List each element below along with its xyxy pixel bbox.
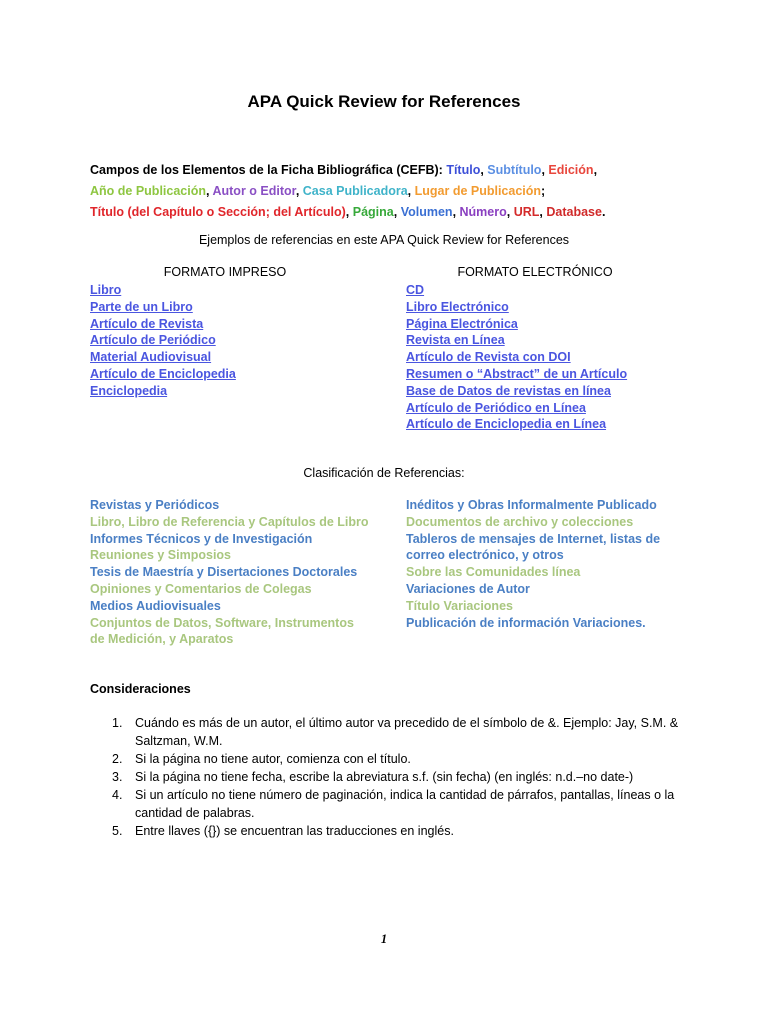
classification-item: Opiniones y Comentarios de Colegas — [90, 581, 312, 596]
consideration-item — [112, 714, 682, 750]
consideration-item — [112, 822, 682, 840]
consideration-number: 3. — [112, 770, 123, 784]
consideration-text: Cuándo es más de un autor, el último autor va precedido de el símbolo de &. Ejemplo: Jay, S.M. & Saltzman, W.M. — [135, 716, 679, 748]
classification-item: Sobre las Comunidades línea — [406, 565, 581, 580]
classification-item: Libro, Libro de Referencia y Capítulos de Libro — [90, 514, 369, 529]
cefb-intro: Campos de los Elementos de la Ficha Bibliográfica (CEFB): — [90, 163, 447, 177]
classification-right-list — [406, 497, 660, 631]
classification-item: Reuniones y Simposios — [90, 548, 232, 563]
classification-item: correo electrónico, y otros — [406, 548, 564, 563]
cefb-paragraph — [90, 160, 700, 223]
cefb-separator: , — [593, 163, 601, 177]
classification-item: Publicación de información Variaciones. — [406, 615, 646, 630]
cefb-field: Página — [352, 205, 394, 219]
reference-link[interactable]: Artículo de Periódico en Línea — [406, 400, 586, 415]
reference-link[interactable]: Enciclopedia — [90, 383, 168, 398]
cefb-field: Año de Publicación — [90, 184, 206, 198]
reference-link[interactable]: Libro — [90, 283, 122, 297]
reference-link[interactable]: Artículo de Enciclopedia — [90, 366, 236, 381]
cefb-separator: , — [506, 205, 514, 219]
print-format-list — [90, 282, 236, 400]
cefb-field: Número — [459, 205, 507, 219]
classification-item: Revistas y Periódicos — [90, 498, 220, 512]
classification-item: Título Variaciones — [406, 598, 513, 613]
cefb-field: Volumen — [400, 205, 453, 219]
cefb-separator: , — [345, 205, 353, 219]
reference-link[interactable]: Base de Datos de revistas en línea — [406, 383, 611, 398]
cefb-field: Autor o Editor — [212, 184, 296, 198]
classification-item: Informes Técnicos y de Investigación — [90, 531, 313, 546]
cefb-field: Edición — [548, 163, 594, 177]
cefb-field: Subtítulo — [487, 163, 542, 177]
classification-item: Tesis de Maestría y Disertaciones Doctorales — [90, 565, 358, 580]
reference-link[interactable]: CD — [406, 283, 425, 297]
cefb-field: Database — [546, 205, 602, 219]
classification-item: Variaciones de Autor — [406, 581, 530, 596]
classification-item: Conjuntos de Datos, Software, Instrumentos — [90, 615, 354, 630]
consideration-item — [112, 768, 682, 786]
consideration-text: Si la página no tiene autor, comienza con el título. — [135, 752, 411, 766]
consideration-number: 2. — [112, 752, 123, 766]
cefb-separator: , — [206, 184, 213, 198]
reference-link[interactable]: Material Audiovisual — [90, 350, 212, 365]
reference-link[interactable]: Artículo de Revista con DOI — [406, 350, 571, 365]
reference-link[interactable]: Revista en Línea — [406, 333, 505, 348]
cefb-separator: ; — [541, 184, 549, 198]
consideration-number: 4. — [112, 788, 123, 802]
print-format-heading: FORMATO IMPRESO — [163, 265, 287, 279]
cefb-separator: , — [407, 184, 415, 198]
electronic-format-heading: FORMATO ELECTRÓNICO — [457, 265, 613, 279]
classification-heading: Clasificación de Referencias: — [303, 466, 465, 480]
classification-left-list — [90, 497, 369, 648]
cefb-separator: , — [539, 205, 547, 219]
examples-heading: Ejemplos de referencias en este APA Quick Review for References — [198, 233, 570, 247]
cefb-separator: , — [541, 163, 549, 177]
cefb-field: Casa Publicadora — [302, 184, 408, 198]
reference-link[interactable]: Artículo de Revista — [90, 316, 204, 331]
consideration-item — [112, 750, 682, 768]
reference-link[interactable]: Artículo de Enciclopedia en Línea — [406, 417, 607, 432]
consideration-text: Entre llaves ({}) se encuentran las traducciones en inglés. — [135, 824, 454, 838]
considerations-heading: Consideraciones — [90, 682, 191, 696]
classification-item: Tableros de mensajes de Internet, listas de — [406, 531, 661, 546]
cefb-field: Lugar de Publicación — [414, 184, 542, 198]
cefb-field: Título — [446, 163, 481, 177]
reference-link[interactable]: Artículo de Periódico — [90, 333, 216, 348]
page-number: 1 — [380, 932, 388, 946]
cefb-separator: , — [480, 163, 488, 177]
cefb-separator: , — [295, 184, 303, 198]
consideration-number: 5. — [112, 824, 123, 838]
consideration-item — [112, 786, 682, 822]
page-title: APA Quick Review for References — [247, 92, 521, 111]
reference-link[interactable]: Resumen o “Abstract” de un Artículo — [406, 366, 628, 381]
classification-item: Inéditos y Obras Informalmente Publicado — [406, 498, 657, 512]
cefb-separator: . — [601, 205, 606, 219]
classification-item: Medios Audiovisuales — [90, 598, 221, 613]
consideration-number: 1. — [112, 716, 123, 730]
reference-link[interactable]: Libro Electrónico — [406, 299, 509, 314]
cefb-separator: , — [393, 205, 401, 219]
reference-link[interactable]: Parte de un Libro — [90, 299, 193, 314]
considerations-list — [112, 714, 682, 840]
cefb-field: URL — [513, 205, 540, 219]
reference-link[interactable]: Página Electrónica — [406, 316, 518, 331]
consideration-text: Si la página no tiene fecha, escribe la abreviatura s.f. (sin fecha) (en inglés: n.d.–no date-) — [135, 770, 634, 784]
classification-item: de Medición, y Aparatos — [90, 632, 234, 647]
electronic-format-list — [406, 282, 627, 433]
cefb-field: Título (del Capítulo o Sección; del Artículo) — [90, 205, 346, 219]
consideration-text: Si un artículo no tiene número de paginación, indica la cantidad de párrafos, pantallas, líneas o la cantidad de palabras. — [135, 788, 675, 820]
classification-item: Documentos de archivo y colecciones — [406, 514, 634, 529]
cefb-separator: , — [452, 205, 460, 219]
